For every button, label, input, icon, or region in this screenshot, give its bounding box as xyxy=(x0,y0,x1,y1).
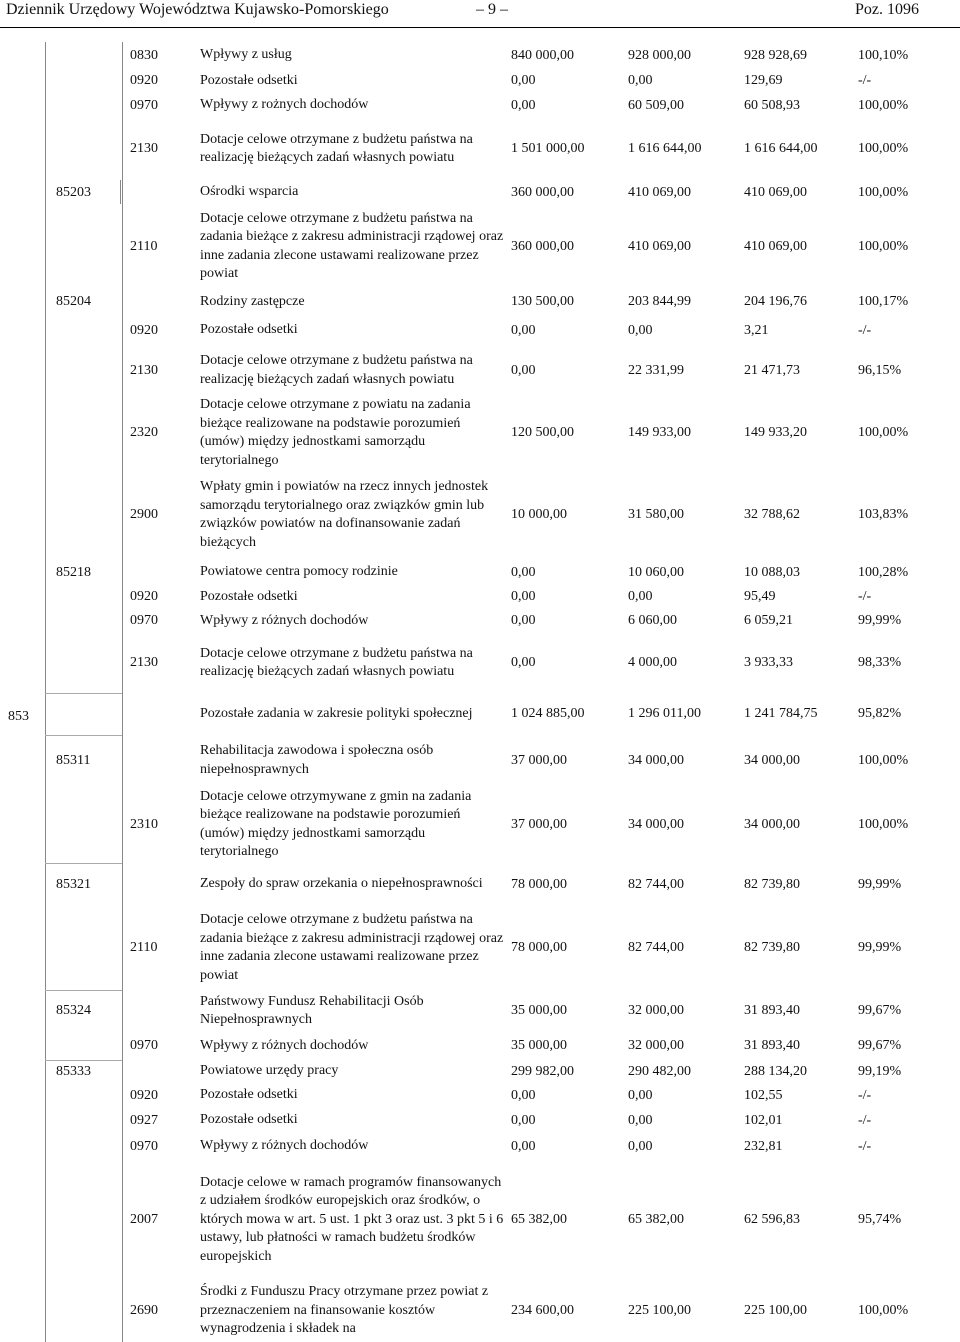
executed-amount: 31 893,40 xyxy=(744,1038,800,1053)
planned-amount: 0,00 xyxy=(511,1138,536,1154)
executed-amount: 6 059,21 xyxy=(744,613,793,628)
paragraph-code: 2130 xyxy=(130,141,158,156)
planned-amount: 0,00 xyxy=(511,362,536,378)
planned-amount: 0,00 xyxy=(511,1087,536,1103)
executed-amount: 60 508,93 xyxy=(744,97,800,113)
row-description: Powiatowe urzędy pracy xyxy=(200,1063,339,1078)
chapter-divider xyxy=(45,1060,122,1061)
execution-percent: -/- xyxy=(858,589,872,604)
execution-percent: 95,74% xyxy=(858,1212,902,1227)
chapter-divider xyxy=(45,863,122,864)
row-description: Powiatowe centra pomocy rodzinie xyxy=(200,564,398,579)
execution-percent: 100,00% xyxy=(858,184,909,200)
planned-amount: 1 024 885,00 xyxy=(511,706,585,721)
chapter-code: 85218 xyxy=(56,564,91,580)
row-description: Dotacje celowe otrzymane z budżetu państwa na realizację bieżących zadań własnych powiatu xyxy=(200,645,473,679)
execution-percent: 100,00% xyxy=(858,238,909,254)
paragraph-code: 0970 xyxy=(130,613,158,628)
executed-amount: 95,49 xyxy=(744,589,776,604)
execution-percent: 100,00% xyxy=(858,141,909,156)
executed-amount: 928 928,69 xyxy=(744,47,807,63)
amended-amount: 22 331,99 xyxy=(628,362,684,378)
planned-amount: 65 382,00 xyxy=(511,1212,567,1227)
paragraph-code: 0920 xyxy=(130,73,158,88)
amended-amount: 4 000,00 xyxy=(628,655,677,670)
planned-amount: 0,00 xyxy=(511,655,536,670)
execution-percent: 99,99% xyxy=(858,940,902,955)
amended-amount: 10 060,00 xyxy=(628,564,684,580)
executed-amount: 3,21 xyxy=(744,322,769,338)
paragraph-code: 2110 xyxy=(130,940,158,955)
chapter-code: 85203 xyxy=(56,184,91,200)
amended-amount: 31 580,00 xyxy=(628,507,684,522)
amended-amount: 928 000,00 xyxy=(628,47,691,63)
amended-amount: 0,00 xyxy=(628,1087,653,1103)
executed-amount: 232,81 xyxy=(744,1138,783,1154)
row-description: Dotacje celowe otrzymane z budżetu państwa na zadania bieżące z zakresu administracji rządowej oraz inne zadania zlecone ustawami realizowane przez powiat xyxy=(200,912,504,983)
planned-amount: 78 000,00 xyxy=(511,876,567,892)
row-description: Wpływy z różnych dochodów xyxy=(200,612,369,628)
execution-percent: 99,67% xyxy=(858,1038,902,1053)
execution-percent: 98,33% xyxy=(858,655,902,670)
row-description: Dotacje celowe otrzymane z powiatu na zadania bieżące realizowane na podstawie porozumień (umów) między jednostkami samorządu terytorialnego xyxy=(200,397,471,468)
planned-amount: 299 982,00 xyxy=(511,1063,574,1079)
amended-amount: 1 296 011,00 xyxy=(628,706,701,721)
executed-amount: 31 893,40 xyxy=(744,1003,800,1018)
execution-percent: 100,00% xyxy=(858,1303,909,1318)
amended-amount: 6 060,00 xyxy=(628,613,677,628)
execution-percent: 100,00% xyxy=(858,752,909,768)
amended-amount: 82 744,00 xyxy=(628,940,684,955)
executed-amount: 102,01 xyxy=(744,1112,783,1128)
executed-amount: 34 000,00 xyxy=(744,752,800,768)
planned-amount: 35 000,00 xyxy=(511,1038,567,1053)
row-description: Dotacje celowe otrzymane z budżetu państwa na realizację bieżących zadań własnych powiatu xyxy=(200,353,473,387)
executed-amount: 288 134,20 xyxy=(744,1063,807,1079)
executed-amount: 204 196,76 xyxy=(744,294,807,309)
paragraph-code: 2320 xyxy=(130,425,158,440)
paragraph-code: 0927 xyxy=(130,1112,158,1128)
planned-amount: 1 501 000,00 xyxy=(511,141,585,156)
execution-percent: 99,99% xyxy=(858,876,902,892)
amended-amount: 0,00 xyxy=(628,1138,653,1154)
execution-percent: 99,67% xyxy=(858,1003,902,1018)
planned-amount: 0,00 xyxy=(511,73,536,88)
row-description: Pozostałe odsetki xyxy=(200,1112,298,1127)
paragraph-code: 2690 xyxy=(130,1303,158,1318)
amended-amount: 65 382,00 xyxy=(628,1212,684,1227)
paragraph-code: 2110 xyxy=(130,238,158,254)
amended-amount: 0,00 xyxy=(628,73,653,88)
row-description: Wpłaty gmin i powiatów na rzecz innych jednostek samorządu terytorialnego oraz związków gmin lub związków powiatów na dofinansowanie zadań bieżących xyxy=(200,479,489,550)
execution-percent: 100,00% xyxy=(858,816,909,832)
chapter-code: 85204 xyxy=(56,294,91,309)
amended-amount: 149 933,00 xyxy=(628,425,691,440)
row-description: Dotacje celowe otrzymywane z gmin na zadania bieżące realizowane na podstawie porozumień (umów) między jednostkami samorządu terytorialnego xyxy=(200,788,472,859)
execution-percent: -/- xyxy=(858,73,872,88)
paragraph-code: 2130 xyxy=(130,655,158,670)
chapter-code: 85324 xyxy=(56,1003,91,1018)
executed-amount: 3 933,33 xyxy=(744,655,793,670)
executed-amount: 21 471,73 xyxy=(744,362,800,378)
paragraph-code: 2007 xyxy=(130,1212,158,1227)
amended-amount: 410 069,00 xyxy=(628,238,691,254)
execution-percent: -/- xyxy=(858,1112,872,1128)
amended-amount: 1 616 644,00 xyxy=(628,141,702,156)
chapter-column-rule xyxy=(122,42,123,1342)
row-description: Wpływy z usług xyxy=(200,47,292,62)
amended-amount: 32 000,00 xyxy=(628,1003,684,1018)
executed-amount: 62 596,83 xyxy=(744,1212,800,1227)
planned-amount: 37 000,00 xyxy=(511,752,567,768)
planned-amount: 840 000,00 xyxy=(511,47,574,63)
planned-amount: 0,00 xyxy=(511,97,536,113)
execution-percent: 100,00% xyxy=(858,97,909,113)
amended-amount: 60 509,00 xyxy=(628,97,684,113)
chapter-code: 85311 xyxy=(56,752,91,768)
amended-amount: 32 000,00 xyxy=(628,1038,684,1053)
planned-amount: 360 000,00 xyxy=(511,238,574,254)
row-description: Rehabilitacja zawodowa i społeczna osób niepełnosprawnych xyxy=(200,743,434,777)
position-number: Poz. 1096 xyxy=(855,1,919,18)
chapter-divider xyxy=(45,693,122,694)
row-description: Państwowy Fundusz Rehabilitacji Osób Niepełnosprawnych xyxy=(200,993,424,1027)
executed-amount: 34 000,00 xyxy=(744,816,800,832)
amended-amount: 0,00 xyxy=(628,322,653,338)
execution-percent: 95,82% xyxy=(858,706,902,721)
row-description: Pozostałe odsetki xyxy=(200,72,298,88)
amended-amount: 0,00 xyxy=(628,1112,653,1128)
amended-amount: 225 100,00 xyxy=(628,1303,691,1318)
page-number: – 9 – xyxy=(476,1,508,18)
amended-amount: 410 069,00 xyxy=(628,184,691,200)
executed-amount: 149 933,20 xyxy=(744,425,807,440)
chapter-column-rule-2 xyxy=(120,180,121,204)
row-description: Pozostałe zadania w zakresie polityki społecznej xyxy=(200,705,473,721)
amended-amount: 34 000,00 xyxy=(628,816,684,832)
execution-percent: 103,83% xyxy=(858,507,909,522)
row-description: Ośrodki wsparcia xyxy=(200,184,299,199)
executed-amount: 129,69 xyxy=(744,73,783,88)
planned-amount: 78 000,00 xyxy=(511,940,567,955)
section-code: 853 xyxy=(8,709,29,724)
executed-amount: 10 088,03 xyxy=(744,564,800,580)
row-description: Dotacje celowe otrzymane z budżetu państwa na realizację bieżących zadań własnych powiatu xyxy=(200,131,473,165)
executed-amount: 410 069,00 xyxy=(744,184,807,200)
row-description: Środki z Funduszu Pracy otrzymane przez powiat z przeznaczeniem na finansowanie kosztów wynagrodzenia i składek na xyxy=(200,1284,489,1336)
paragraph-code: 0920 xyxy=(130,322,158,338)
execution-percent: 100,28% xyxy=(858,564,909,580)
execution-percent: 100,10% xyxy=(858,47,909,63)
executed-amount: 82 739,80 xyxy=(744,876,800,892)
execution-percent: 99,19% xyxy=(858,1063,902,1079)
planned-amount: 120 500,00 xyxy=(511,425,574,440)
planned-amount: 35 000,00 xyxy=(511,1003,567,1018)
paragraph-code: 2310 xyxy=(130,816,158,832)
chapter-divider xyxy=(45,990,122,991)
planned-amount: 0,00 xyxy=(511,322,536,338)
row-description: Pozostałe odsetki xyxy=(200,588,298,604)
amended-amount: 290 482,00 xyxy=(628,1063,691,1079)
paragraph-code: 0920 xyxy=(130,1087,158,1103)
execution-percent: 100,17% xyxy=(858,294,909,309)
row-description: Dotacje celowe w ramach programów finansowanych z udziałem środków europejskich oraz środków, o których mowa w art. 5 ust. 1 pkt 3 oraz ust. 3 pkt 5 i 6 ustawy, lub płatności w ramach budżetu środków europejskich xyxy=(200,1174,504,1264)
chapter-code: 85333 xyxy=(56,1063,91,1079)
planned-amount: 37 000,00 xyxy=(511,816,567,832)
planned-amount: 360 000,00 xyxy=(511,184,574,200)
executed-amount: 102,55 xyxy=(744,1087,783,1103)
amended-amount: 203 844,99 xyxy=(628,294,691,309)
paragraph-code: 0970 xyxy=(130,97,158,113)
execution-percent: -/- xyxy=(858,322,872,338)
row-description: Wpływy z rożnych dochodów xyxy=(200,97,369,112)
paragraph-code: 0920 xyxy=(130,589,158,604)
row-description: Wpływy z różnych dochodów xyxy=(200,1037,369,1053)
paragraph-code: 2130 xyxy=(130,362,158,378)
executed-amount: 410 069,00 xyxy=(744,238,807,254)
execution-percent: 100,00% xyxy=(858,425,909,440)
executed-amount: 32 788,62 xyxy=(744,507,800,522)
row-description: Dotacje celowe otrzymane z budżetu państwa na zadania bieżące z zakresu administracji rządowej oraz inne zadania zlecone ustawami realizowane przez powiat xyxy=(200,210,504,281)
planned-amount: 0,00 xyxy=(511,564,536,580)
row-description: Pozostałe odsetki xyxy=(200,1087,298,1102)
executed-amount: 1 616 644,00 xyxy=(744,141,818,156)
paragraph-code: 0970 xyxy=(130,1138,158,1154)
planned-amount: 234 600,00 xyxy=(511,1303,574,1318)
planned-amount: 10 000,00 xyxy=(511,507,567,522)
chapter-divider xyxy=(45,735,122,736)
journal-title: Dziennik Urzędowy Województwa Kujawsko-Pomorskiego xyxy=(6,1,389,18)
executed-amount: 82 739,80 xyxy=(744,940,800,955)
paragraph-code: 2900 xyxy=(130,507,158,522)
chapter-code: 85321 xyxy=(56,876,91,892)
paragraph-code: 0830 xyxy=(130,47,158,63)
paragraph-code: 0970 xyxy=(130,1038,158,1053)
executed-amount: 225 100,00 xyxy=(744,1303,807,1318)
executed-amount: 1 241 784,75 xyxy=(744,706,818,721)
amended-amount: 0,00 xyxy=(628,589,653,604)
execution-percent: -/- xyxy=(858,1087,872,1103)
row-description: Zespoły do spraw orzekania o niepełnosprawności xyxy=(200,876,483,891)
execution-percent: 96,15% xyxy=(858,362,902,378)
amended-amount: 82 744,00 xyxy=(628,876,684,892)
row-description: Rodziny zastępcze xyxy=(200,293,305,309)
execution-percent: 99,99% xyxy=(858,613,902,628)
planned-amount: 0,00 xyxy=(511,1112,536,1128)
planned-amount: 130 500,00 xyxy=(511,294,574,309)
planned-amount: 0,00 xyxy=(511,613,536,628)
planned-amount: 0,00 xyxy=(511,589,536,604)
execution-percent: -/- xyxy=(858,1138,872,1154)
row-description: Pozostałe odsetki xyxy=(200,322,298,337)
amended-amount: 34 000,00 xyxy=(628,752,684,768)
section-column-rule xyxy=(45,42,46,1342)
row-description: Wpływy z różnych dochodów xyxy=(200,1138,369,1153)
